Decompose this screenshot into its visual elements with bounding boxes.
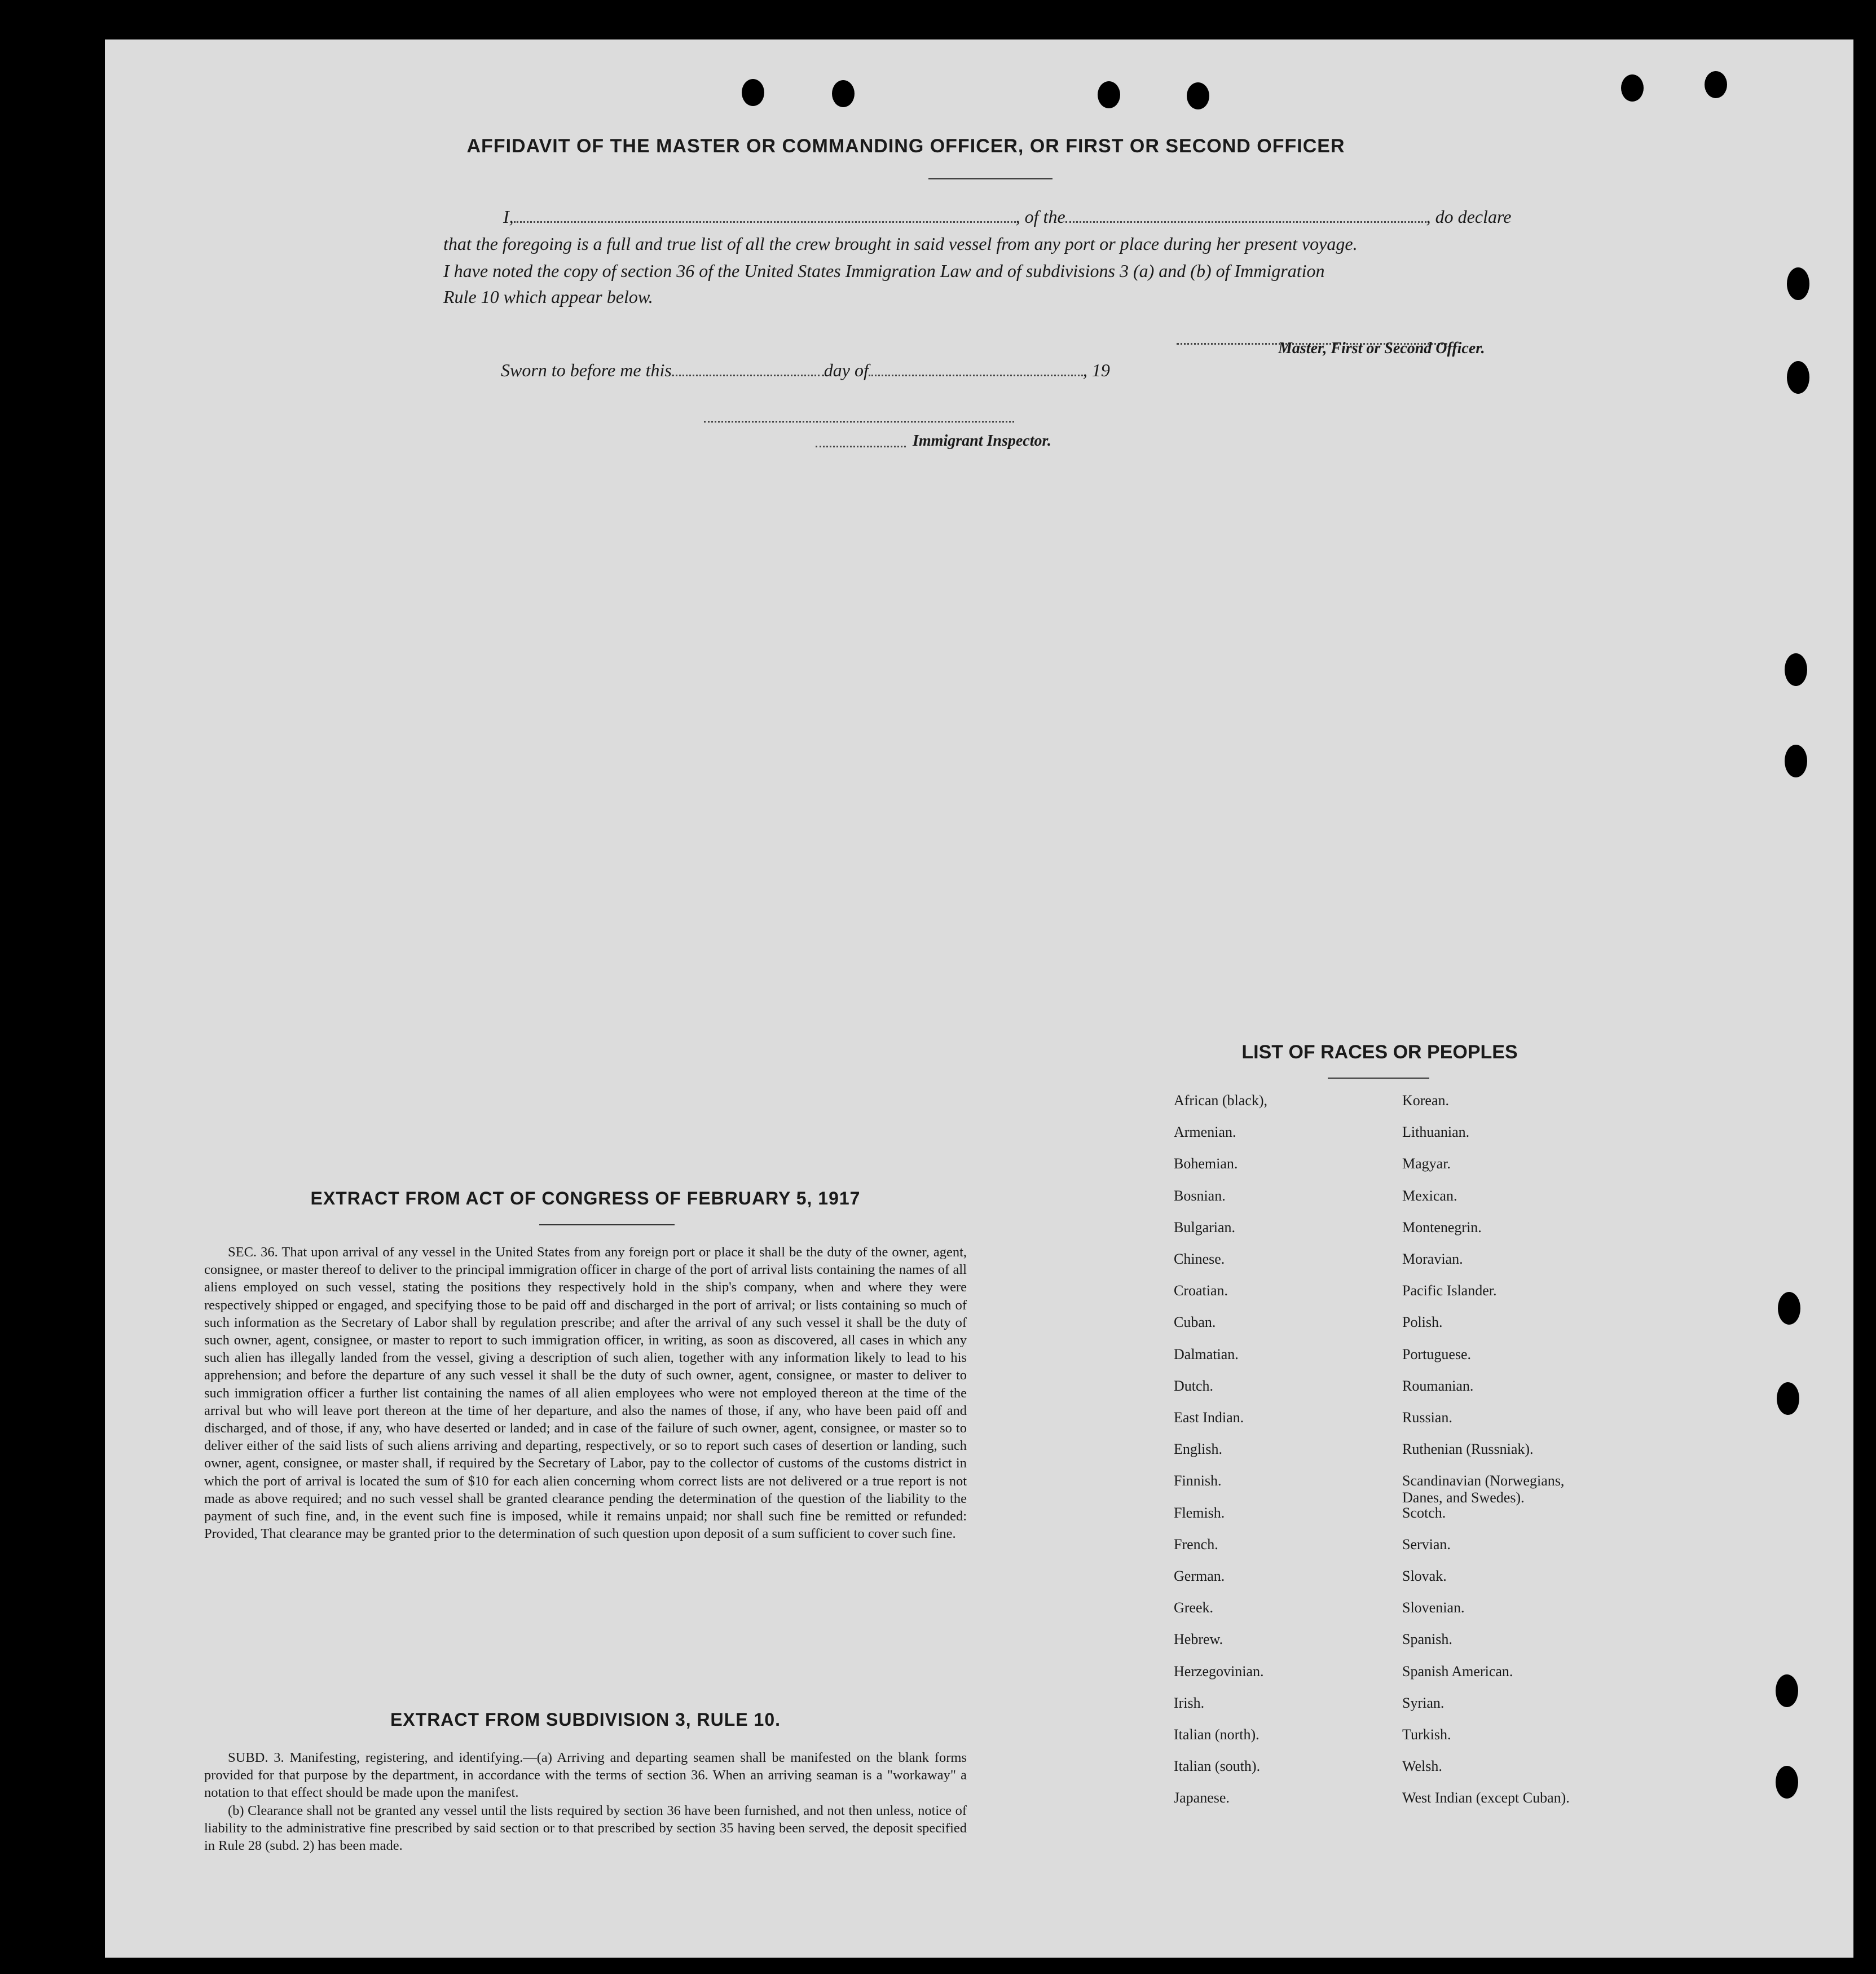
race-item: West Indian (except Cuban). [1402,1790,1570,1806]
vessel-blank[interactable] [1065,206,1426,223]
section-36-text [204,1243,967,1542]
text-day-of: day of [823,360,869,380]
race-item: Italian (north). [1174,1726,1260,1743]
extract-act-rule [539,1224,675,1225]
race-item: Lithuanian. [1402,1124,1470,1141]
punch-hole [1705,71,1727,98]
punch-hole [1787,361,1809,394]
race-item: Hebrew. [1174,1631,1223,1648]
race-item: Greek. [1174,1599,1214,1616]
affidavit-title: AFFIDAVIT OF THE MASTER OR COMMANDING OFFICER, OR FIRST OR SECOND OFFICER [466,135,1345,157]
punch-hole [1187,82,1209,109]
master-label: Master, First or Second Officer. [1278,340,1485,357]
extract-rule-title: EXTRACT FROM SUBDIVISION 3, RULE 10. [390,1709,781,1730]
race-item: Italian (south). [1174,1758,1261,1775]
race-item: Finnish. [1174,1472,1222,1489]
punch-hole [1098,81,1120,108]
race-item: Slovak. [1402,1568,1447,1584]
race-item: Bosnian. [1174,1187,1226,1204]
affidavit-line-2: that the foregoing is a full and true list of all the crew brought in said vessel from any port or place during her present voyage. [443,234,1358,254]
race-item: Croatian. [1174,1282,1228,1299]
race-item: Montenegrin. [1402,1219,1482,1236]
title-rule [928,178,1053,179]
section-36-paragraph: SEC. 36. That upon arrival of any vessel in the United States from any foreign port or place it shall be the duty of the owner, agent, consignee, or master thereof to deliver to the principal immigration officer in charge of the port of arrival lists containing the names of all aliens employed on such vessel, stating the positions they respectively hold in the ship's company, when and where they were respectively shipped or engaged, and specifying those to be paid off and discharged in the port of arrival; or lists containing so much of such information as the Secretary of Labor shall by regulation prescribe; and after the arrival of any such vessel it shall be the duty of such owner, agent, consignee, or master to report to such immigration officer, in writing, as soon as discovered, all cases in which any such alien has illegally landed from the vessel, giving a description of such alien, together with any information likely to lead to his apprehension; and before the departure of any such vessel it shall be the duty of such owner, agent, consignee, or master to deliver to such immigration officer a further list containing the names of all alien employees who were not employed thereon at the time of the arrival but who will leave port thereon at the time of her departure, and also the names of those, if any, who have been paid off and discharged, and of those, if any, who have deserted or landed; and in case of the failure of such owner, agent, consignee, or master so to deliver either of the said lists of such aliens arriving and departing, respectively, or so to report such cases of desertion or landing, such owner, agent, consignee, or master shall, if required by the Secretary of Labor, pay to the collector of customs of the customs district in which the port of arrival is located the sum of $10 for each alien concerning whom correct lists are not delivered or a true report is not made as above required; and no such vessel shall be granted clearance pending the determination of the question of the liability to the payment of such fine, and, in the event such fine is imposed, while it remains unpaid; nor shall such fine be remitted or refunded: Provided, That clearance may be granted prior to the determination of such question upon deposit of a sum sufficient to cover such fine. [204,1245,967,1542]
race-item: Moravian. [1402,1251,1463,1267]
inspector-label: Immigrant Inspector. [913,432,1051,450]
rule-10-text [204,1749,967,1854]
affidavit-line-1 [503,206,1632,227]
punch-hole [1777,1382,1799,1415]
race-item: East Indian. [1174,1409,1244,1426]
race-item: Bulgarian. [1174,1219,1236,1236]
punch-hole [1621,74,1644,102]
extract-act-title: EXTRACT FROM ACT OF CONGRESS OF FEBRUARY 5, 1917 [310,1188,861,1208]
race-item: Herzegovinian. [1174,1663,1264,1680]
race-item: Korean. [1402,1092,1450,1109]
subd-3a-paragraph: SUBD. 3. Manifesting, registering, and identifying.—(a) Arriving and departing seamen shall be manifested on the blank forms provided for that purpose by the department, in accordance with the terms of section 36. When an arriving seaman is a "workaway" a notation to that effect should be made upon the manifest. [204,1750,967,1801]
name-blank[interactable] [514,206,1016,223]
race-item: Magyar. [1402,1155,1451,1172]
race-item: Servian. [1402,1536,1451,1553]
race-item: African (black), [1174,1092,1268,1109]
month-blank[interactable] [869,360,1083,376]
punch-hole [742,79,764,106]
race-item: Chinese. [1174,1251,1225,1267]
affidavit-line-4: Rule 10 which appear below. [443,287,653,307]
race-item: Dalmatian. [1174,1346,1239,1362]
punch-hole [1787,267,1809,300]
race-item: French. [1174,1536,1218,1553]
races-title: LIST OF RACES OR PEOPLES [1241,1041,1518,1063]
race-item: Irish. [1174,1694,1205,1711]
race-item: Scotch. [1402,1504,1446,1521]
affidavit-line-3: I have noted the copy of section 36 of the United States Immigration Law and of subdivisions 3 (a) and (b) of Immigration [443,261,1325,281]
race-item: Japanese. [1174,1790,1230,1806]
inspector-signature-blank[interactable] [704,406,1014,423]
subd-3b-paragraph: (b) Clearance shall not be granted any vessel until the lists required by section 36 have been furnished, and not then unless, notice of liability to the administrative fine prescribed by said section or to that prescribed by section 35 having been served, the deposit specified in Rule 28 (subd. 2) has been made. [204,1802,967,1854]
text-i: I, [503,206,514,227]
race-item: Mexican. [1402,1187,1457,1204]
race-item: Turkish. [1402,1726,1451,1743]
race-item: Scandinavian (Norwegians, Danes, and Swedes). [1402,1472,1565,1506]
punch-hole [832,80,855,107]
race-item: Pacific Islander. [1402,1282,1497,1299]
race-item: Flemish. [1174,1504,1225,1521]
punch-hole [1785,745,1807,777]
race-item: Armenian. [1174,1124,1236,1141]
text-sworn: Sworn to before me this [501,360,672,380]
race-item: Polish. [1402,1314,1443,1331]
race-item: Spanish. [1402,1631,1452,1648]
race-item: Roumanian. [1402,1377,1474,1394]
punch-hole [1778,1292,1800,1325]
text-of-the: , of the [1015,206,1065,227]
inspector-signature-blank-2[interactable] [816,431,906,447]
day-blank[interactable] [672,360,824,376]
text-do-declare: , do declare [1426,206,1512,227]
race-item: Welsh. [1402,1758,1442,1775]
race-item: Spanish American. [1402,1663,1513,1680]
sworn-line [501,360,1110,381]
punch-hole [1776,1674,1798,1707]
race-item: Slovenian. [1402,1599,1465,1616]
race-item: Ruthenian (Russniak). [1402,1441,1534,1458]
race-item: Portuguese. [1402,1346,1472,1362]
text-year: , 19 [1082,360,1110,380]
race-item: English. [1174,1441,1222,1458]
races-rule [1328,1078,1429,1079]
punch-hole [1785,653,1807,686]
document-page [105,39,1853,1958]
race-item: Bohemian. [1174,1155,1238,1172]
race-item: Russian. [1402,1409,1452,1426]
race-item: German. [1174,1568,1225,1584]
race-item: Cuban. [1174,1314,1216,1331]
race-item: Dutch. [1174,1377,1214,1394]
race-item: Syrian. [1402,1694,1445,1711]
punch-hole [1776,1766,1798,1799]
